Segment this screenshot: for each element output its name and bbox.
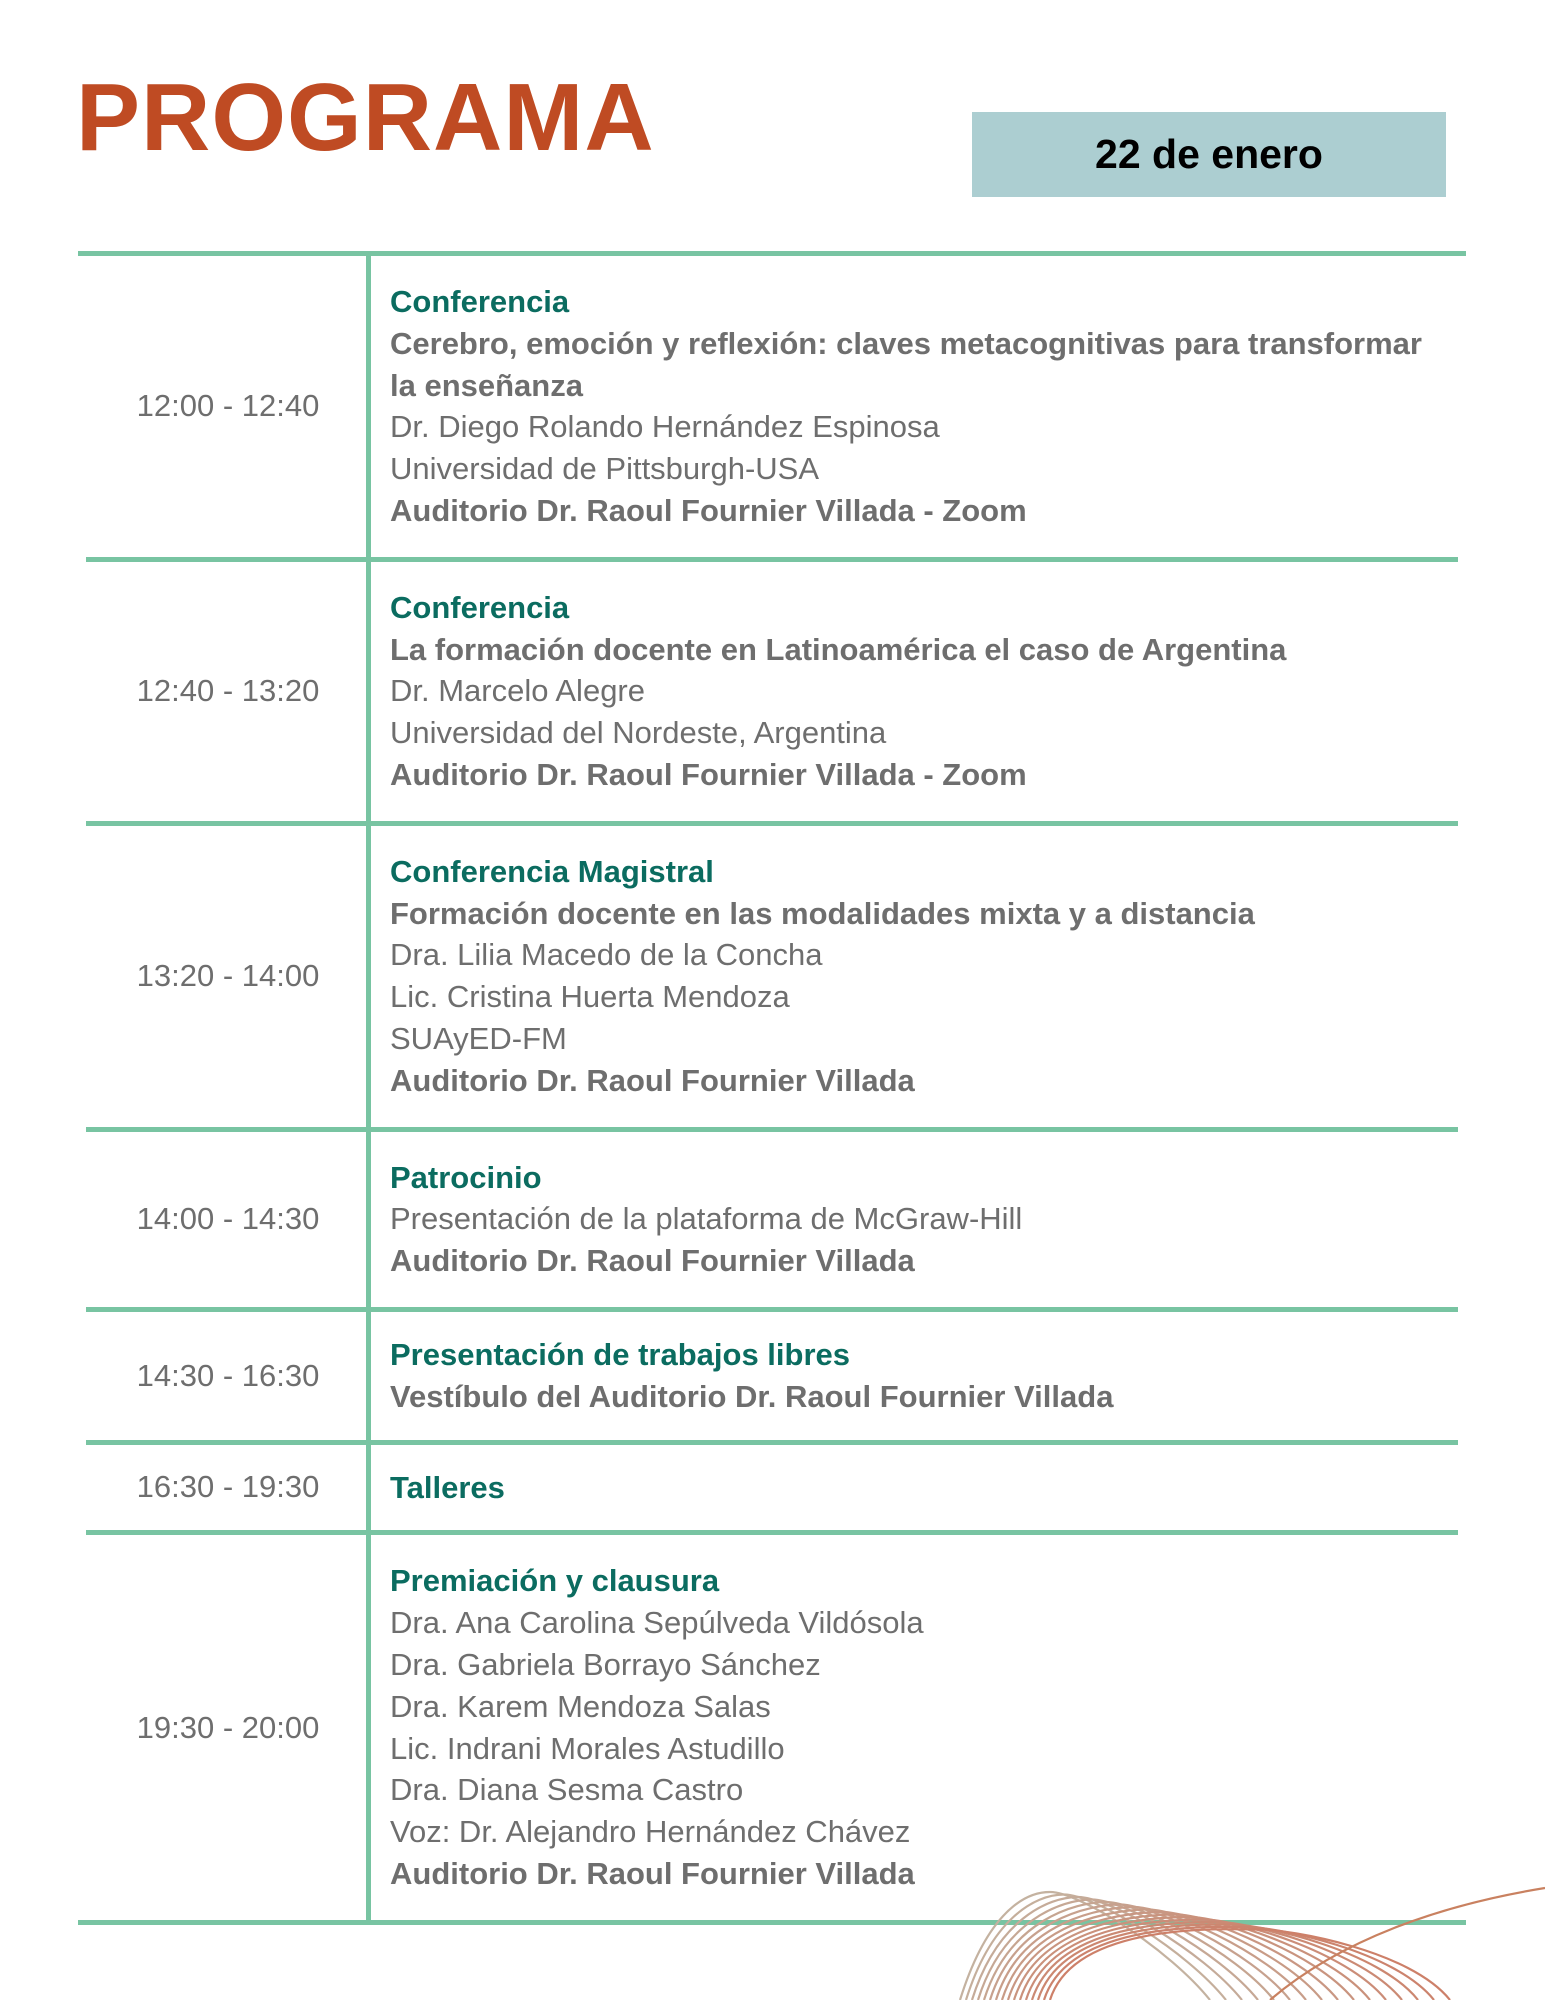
session-location: Auditorio Dr. Raoul Fournier Villada - Zoom [390, 492, 1027, 528]
session-location: Auditorio Dr. Raoul Fournier Villada [390, 1243, 915, 1279]
session-location: Vestíbulo del Auditorio Dr. Raoul Fournier Villada [390, 1378, 1114, 1414]
session-title: La formación docente en Latinoamérica el caso de Argentina [390, 631, 1287, 667]
session-details [371, 562, 1466, 821]
session-row [78, 826, 1466, 1127]
session-time: 19:30 - 20:00 [136, 1709, 320, 1745]
session-row [78, 1132, 1466, 1307]
session-type: Premiación y clausura [390, 1563, 720, 1599]
session-location: Auditorio Dr. Raoul Fournier Villada [390, 1062, 915, 1098]
session-title: Formación docente en las modalidades mixta y a distancia [390, 895, 1255, 931]
session-speaker: Dr. Marcelo Alegre [390, 673, 645, 709]
session-row [78, 256, 1466, 557]
session-affiliation: Universidad del Nordeste, Argentina [390, 715, 887, 751]
session-speaker: Lic. Indrani Morales Astudillo [390, 1730, 785, 1766]
date-badge: 22 de enero [972, 112, 1446, 197]
session-speaker: Voz: Dr. Alejandro Hernández Chávez [390, 1814, 911, 1850]
session-row [78, 1535, 1466, 1919]
session-title: Cerebro, emoción y reflexión: claves metacognitivas para transformar la enseñanza [390, 325, 1422, 403]
session-type: Conferencia [390, 284, 570, 319]
session-details [371, 1445, 1466, 1531]
session-location: Auditorio Dr. Raoul Fournier Villada - Zoom [390, 756, 1027, 792]
session-time: 12:40 - 13:20 [136, 673, 320, 709]
session-details [371, 1312, 1466, 1440]
session-speaker: Dra. Ana Carolina Sepúlveda Vildósola [390, 1605, 924, 1641]
session-time: 14:00 - 14:30 [136, 1201, 320, 1237]
session-type: Presentación de trabajos libres [390, 1336, 851, 1372]
session-time: 16:30 - 19:30 [136, 1469, 320, 1505]
session-details [371, 256, 1466, 557]
decorative-waves-graphic [940, 1880, 1545, 2000]
session-type: Patrocinio [390, 1159, 542, 1195]
session-speaker: Dra. Diana Sesma Castro [390, 1772, 744, 1808]
schedule-table [78, 251, 1466, 1925]
session-row [78, 1445, 1466, 1531]
session-details [371, 1535, 1466, 1919]
session-affiliation: SUAyED-FM [390, 1020, 567, 1056]
session-details [371, 826, 1466, 1127]
session-description: Presentación de la plataforma de McGraw-Hill [390, 1201, 1023, 1237]
session-location: Auditorio Dr. Raoul Fournier Villada [390, 1855, 915, 1891]
session-type: Conferencia Magistral [390, 853, 714, 889]
session-speaker: Dr. Diego Rolando Hernández Espinosa [390, 409, 940, 445]
session-type: Conferencia [390, 589, 570, 625]
session-time: 12:00 - 12:40 [136, 388, 320, 424]
session-speaker: Lic. Cristina Huerta Mendoza [390, 979, 790, 1015]
session-speaker: Dra. Karem Mendoza Salas [390, 1688, 771, 1724]
session-affiliation: Universidad de Pittsburgh-USA [390, 451, 820, 487]
session-row [78, 562, 1466, 821]
session-speaker: Dra. Lilia Macedo de la Concha [390, 937, 823, 973]
session-time: 13:20 - 14:00 [136, 958, 320, 994]
page-title: PROGRAMA [76, 64, 655, 171]
session-row [78, 1312, 1466, 1440]
session-type: Talleres [390, 1469, 505, 1505]
session-speaker: Dra. Gabriela Borrayo Sánchez [390, 1646, 821, 1682]
session-time: 14:30 - 16:30 [136, 1357, 320, 1393]
session-details [371, 1132, 1466, 1307]
